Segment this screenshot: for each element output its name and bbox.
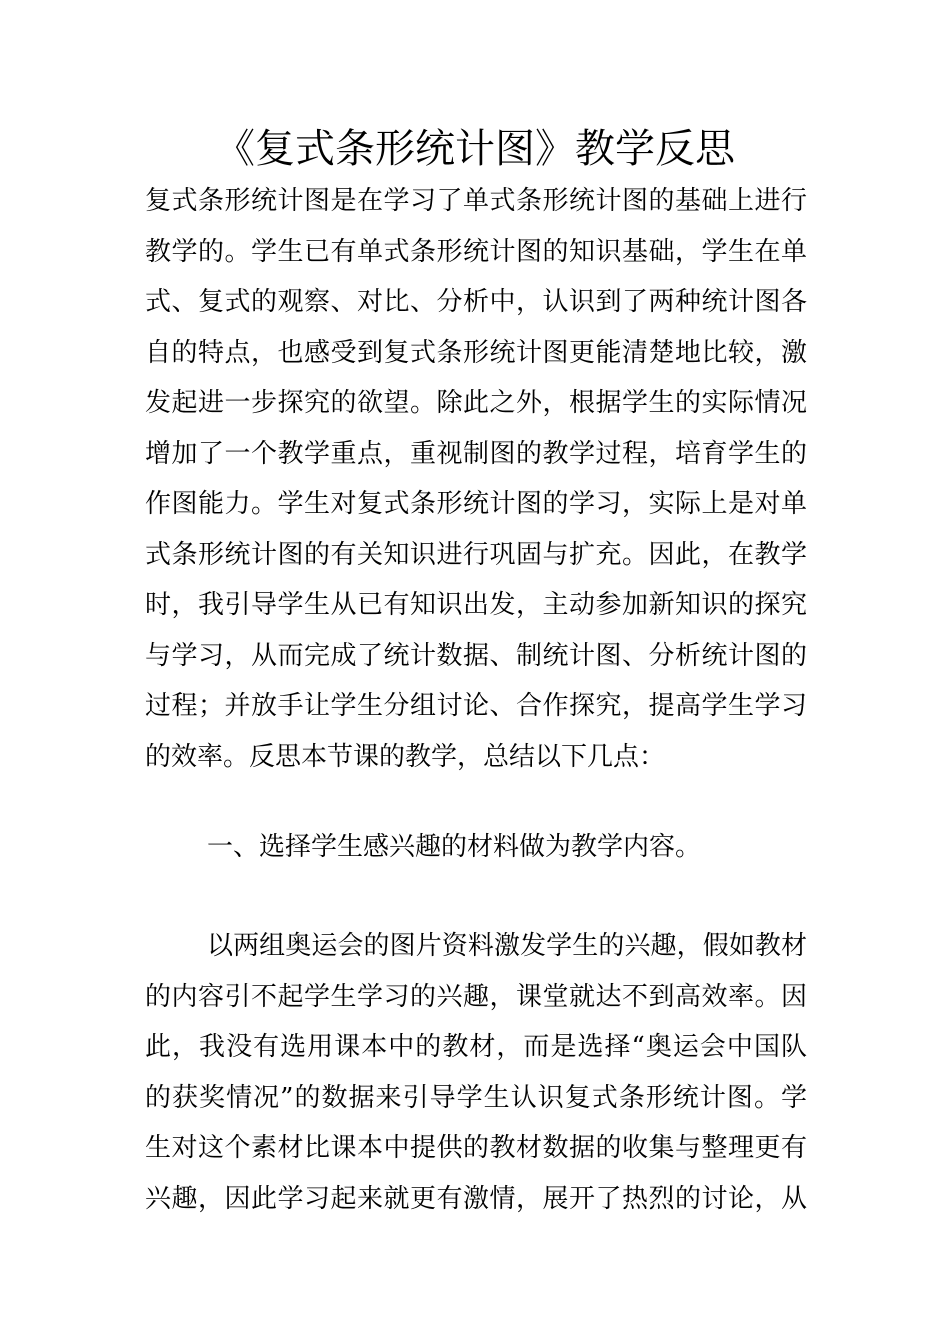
text-line: 此，我没有选用课本中的教材，而是选择“奥运会中国队 bbox=[145, 1032, 807, 1062]
document-title: 《复式条形统计图》教学反思 bbox=[215, 126, 735, 172]
text-line: 自的特点，也感受到复式条形统计图更能清楚地比较，激 bbox=[145, 337, 807, 368]
text-line: 兴趣，因此学习起来就更有激情，展开了热烈的讨论，从 bbox=[145, 1183, 807, 1214]
text-line: 的效率。反思本节课的教学，总结以下几点： bbox=[145, 741, 666, 772]
section-heading-1 bbox=[145, 822, 807, 873]
text-line: 与学习，从而完成了统计数据、制统计图、分析统计图的 bbox=[145, 640, 807, 671]
text-line: 增加了一个教学重点，重视制图的教学过程，培育学生的 bbox=[145, 438, 807, 469]
text-line: 生对这个素材比课本中提供的教材数据的收集与整理更有 bbox=[145, 1133, 807, 1163]
text-line: 以两组奥运会的图片资料激发学生的兴趣，假如教材 bbox=[207, 931, 807, 961]
text-line: 的获奖情况”的数据来引导学生认识复式条形统计图。学 bbox=[145, 1082, 807, 1113]
text-line: 复式条形统计图是在学习了单式条形统计图的基础上进行 bbox=[145, 186, 807, 216]
section-heading-text: 一、选择学生感兴趣的材料做为教学内容。 bbox=[207, 832, 702, 862]
text-line: 过程；并放手让学生分组讨论、合作探究，提高学生学习 bbox=[145, 691, 807, 721]
text-line: 时，我引导学生从已有知识出发，主动参加新知识的探究 bbox=[145, 590, 807, 620]
paragraph-section-1 bbox=[145, 921, 807, 1224]
paragraph-intro bbox=[145, 176, 807, 782]
text-line: 作图能力。学生对复式条形统计图的学习，实际上是对单 bbox=[145, 489, 807, 519]
text-line: 的内容引不起学生学习的兴趣，课堂就达不到高效率。因 bbox=[145, 981, 807, 1012]
text-line: 教学的。学生已有单式条形统计图的知识基础，学生在单 bbox=[145, 236, 807, 267]
text-line: 式、复式的观察、对比、分析中，认识到了两种统计图各 bbox=[145, 287, 807, 317]
text-line: 式条形统计图的有关知识进行巩固与扩充。因此，在教学 bbox=[145, 539, 807, 570]
text-line: 发起进一步探究的欲望。除此之外，根据学生的实际情况 bbox=[145, 388, 807, 418]
